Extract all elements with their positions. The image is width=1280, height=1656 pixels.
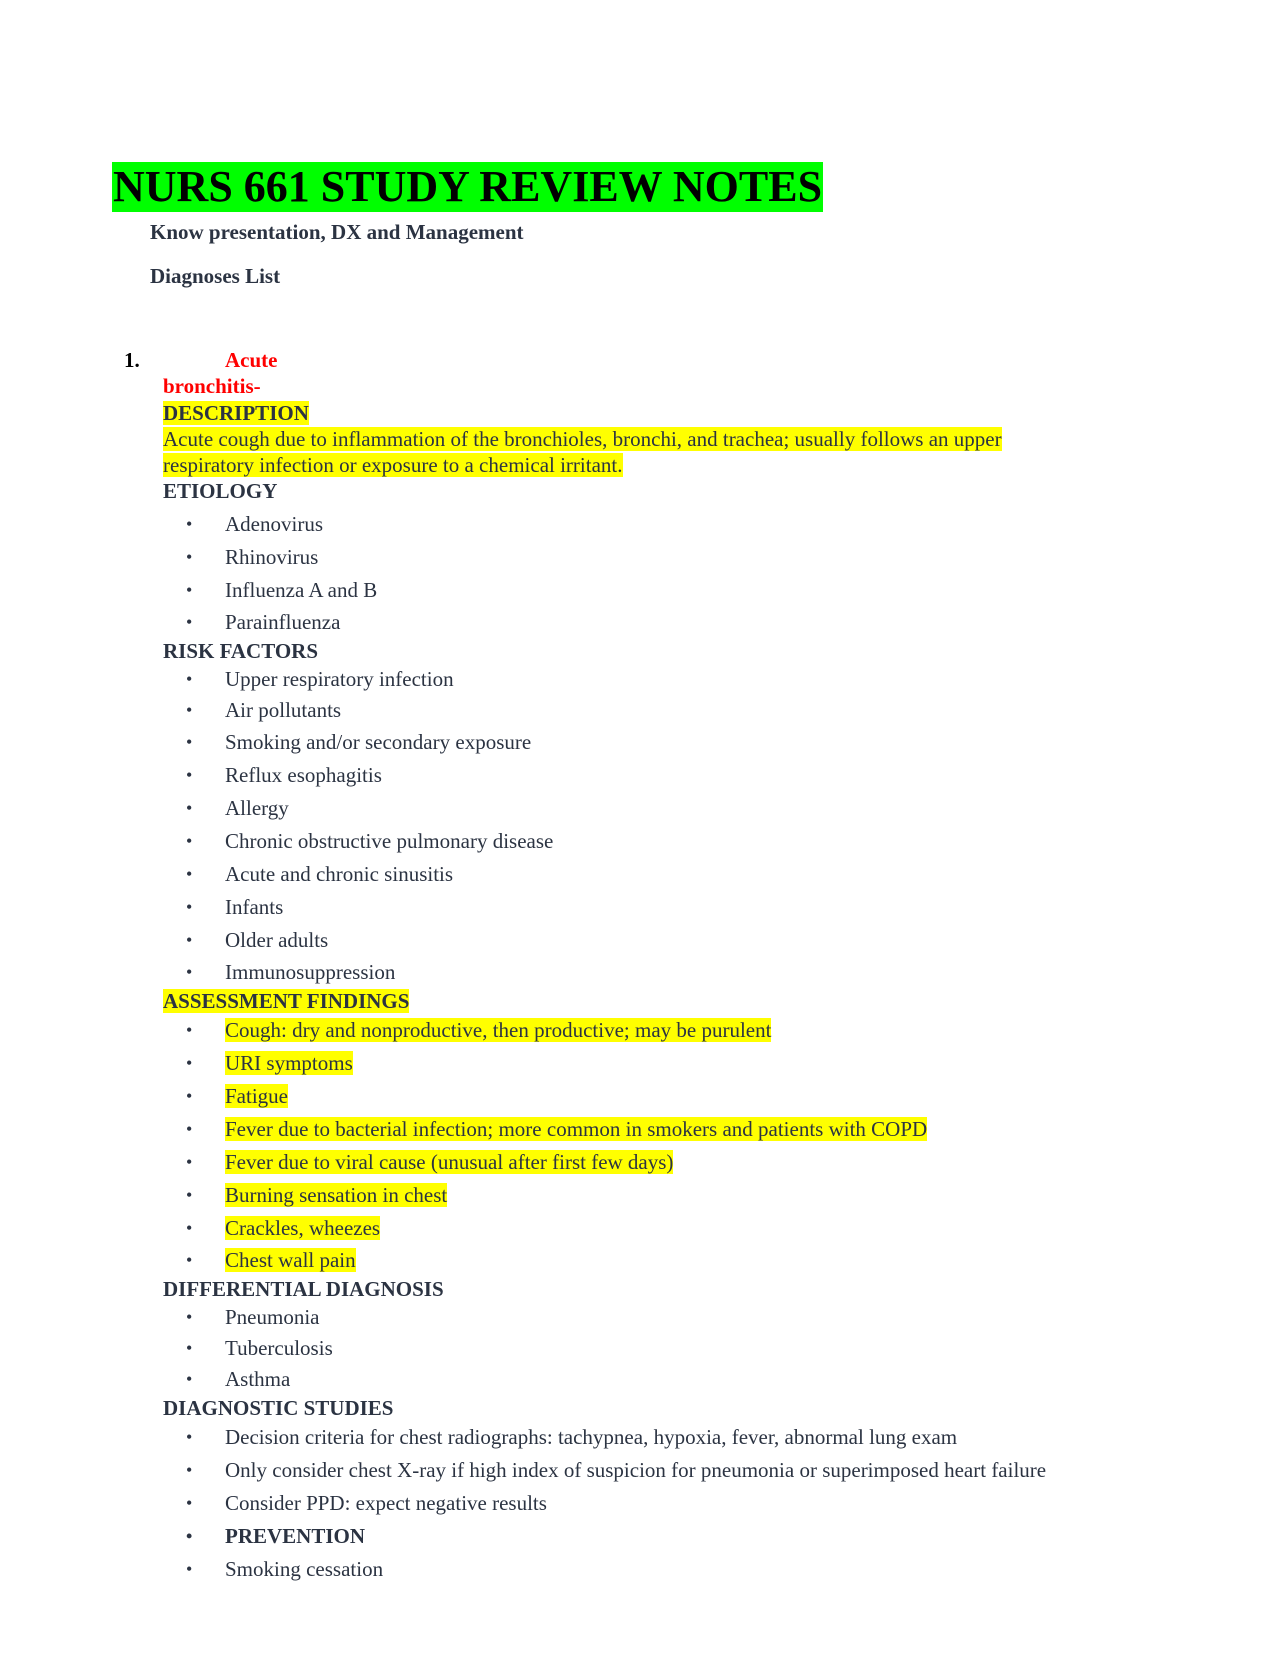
list-item: • Parainfluenza (163, 607, 1163, 638)
bullet-icon: • (186, 1152, 193, 1172)
etiology-list (163, 508, 1163, 638)
list-item: • URI symptoms (163, 1047, 1163, 1080)
list-item: • Air pollutants (163, 695, 1163, 726)
list-item: • Burning sensation in chest (163, 1179, 1163, 1212)
bullet-icon: • (186, 1020, 193, 1040)
list-item: • Reflux esophagitis (163, 759, 1163, 792)
list-item: • Upper respiratory infection (163, 664, 1163, 695)
description-text (163, 426, 1163, 478)
diagnosis-content (163, 400, 1163, 1586)
bullet-icon: • (186, 962, 193, 982)
list-item: • Fever due to viral cause (unusual after first few days) (163, 1146, 1163, 1179)
list-item: • Fatigue (163, 1080, 1163, 1113)
list-item: • Rhinovirus (163, 541, 1163, 574)
list-item: • Asthma (163, 1364, 1163, 1395)
bullet-icon: • (186, 1218, 193, 1238)
bullet-icon: • (186, 1559, 193, 1579)
section-heading-description: DESCRIPTION (163, 401, 309, 425)
list-item: • Only consider chest X-ray if high index of suspicion for pneumonia or superimposed heart failure (163, 1454, 1163, 1487)
list-item-prevention-heading: • PREVENTION (163, 1520, 1163, 1553)
bullet-icon: • (186, 798, 193, 818)
bullet-icon: • (186, 514, 193, 534)
list-item: • Tuberculosis (163, 1333, 1163, 1364)
section-heading-risk-factors: RISK FACTORS (163, 639, 319, 663)
bullet-icon: • (186, 1119, 193, 1139)
bullet-icon: • (186, 1185, 193, 1205)
bullet-icon: • (186, 669, 193, 689)
list-item: • Cough: dry and nonproductive, then productive; may be purulent (163, 1014, 1163, 1047)
diagnosis-title-word1: Acute (225, 348, 278, 372)
bullet-icon: • (186, 1369, 193, 1389)
risk-factors-list (163, 664, 1163, 988)
description-line-1: Acute cough due to inflammation of the bronchioles, bronchi, and trachea; usually follows an upper (163, 427, 1002, 451)
bullet-icon: • (186, 1053, 193, 1073)
subtitle-diagnoses-list: Diagnoses List (150, 264, 281, 288)
list-item: • Acute and chronic sinusitis (163, 858, 1163, 891)
bullet-icon: • (186, 930, 193, 950)
bullet-icon: • (186, 765, 193, 785)
bullet-icon: • (186, 1526, 193, 1546)
bullet-icon: • (186, 1307, 193, 1327)
list-item: • Influenza A and B (163, 574, 1163, 607)
bullet-icon: • (186, 1086, 193, 1106)
bullet-icon: • (186, 612, 193, 632)
bullet-icon: • (186, 1338, 193, 1358)
bullet-icon: • (186, 732, 193, 752)
list-item: • Infants (163, 891, 1163, 924)
description-line-2: respiratory infection or exposure to a chemical irritant. (163, 453, 623, 477)
list-item: • Fever due to bacterial infection; more common in smokers and patients with COPD (163, 1113, 1163, 1146)
list-item: • Allergy (163, 792, 1163, 825)
bullet-icon: • (186, 580, 193, 600)
assessment-list (163, 1014, 1163, 1276)
bullet-icon: • (186, 1427, 193, 1447)
section-heading-etiology: ETIOLOGY (163, 479, 278, 503)
list-item: • Smoking cessation (163, 1553, 1163, 1586)
list-item: • Consider PPD: expect negative results (163, 1487, 1163, 1520)
section-heading-diagnostic: DIAGNOSTIC STUDIES (163, 1396, 394, 1420)
list-item: • Older adults (163, 924, 1163, 957)
section-heading-assessment: ASSESSMENT FINDINGS (163, 989, 410, 1013)
bullet-icon: • (186, 897, 193, 917)
diagnostic-list (163, 1421, 1163, 1586)
bullet-icon: • (186, 864, 193, 884)
list-item: • Chronic obstructive pulmonary disease (163, 825, 1163, 858)
list-number: 1. (124, 348, 140, 372)
page-title: NURS 661 STUDY REVIEW NOTES (113, 162, 823, 211)
list-item: • Chest wall pain (163, 1245, 1163, 1276)
bullet-icon: • (186, 547, 193, 567)
bullet-icon: • (186, 1493, 193, 1513)
list-item: • Smoking and/or secondary exposure (163, 726, 1163, 759)
diagnosis-title-word2: bronchitis- (163, 374, 261, 398)
bullet-icon: • (186, 700, 193, 720)
bullet-icon: • (186, 1250, 193, 1270)
bullet-icon: • (186, 831, 193, 851)
bullet-icon: • (186, 1460, 193, 1480)
subtitle-presentation: Know presentation, DX and Management (150, 220, 524, 244)
list-item: • Decision criteria for chest radiographs: tachypnea, hypoxia, fever, abnormal lung exam (163, 1421, 1163, 1454)
list-item: • Crackles, wheezes (163, 1212, 1163, 1245)
list-item: • Immunosuppression (163, 957, 1163, 988)
list-item: • Adenovirus (163, 508, 1163, 541)
differential-list (163, 1302, 1163, 1395)
section-heading-differential: DIFFERENTIAL DIAGNOSIS (163, 1277, 444, 1301)
list-item: • Pneumonia (163, 1302, 1163, 1333)
